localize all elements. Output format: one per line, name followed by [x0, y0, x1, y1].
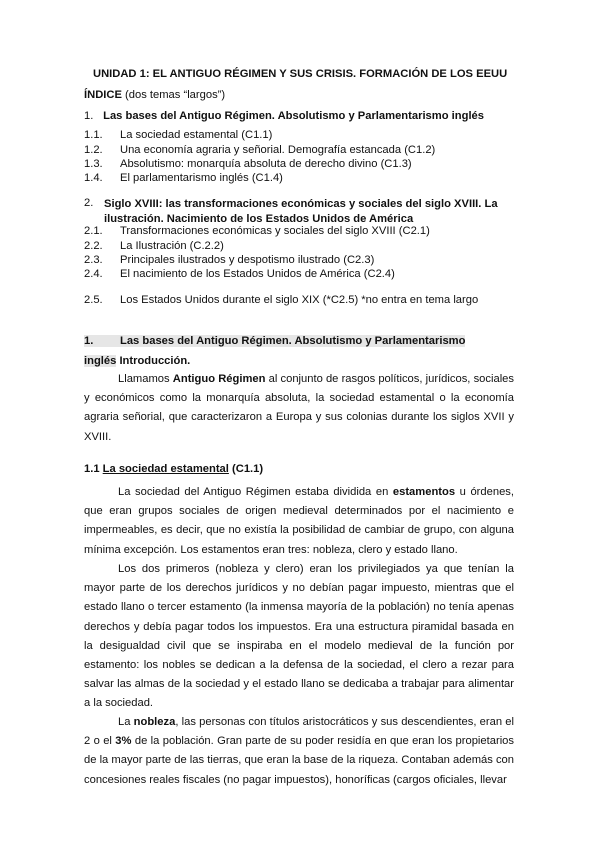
- index-heading: [84, 89, 225, 101]
- toc-item: [84, 294, 478, 306]
- toc-item-num: 1.3.: [84, 158, 103, 170]
- toc-item-text: Una economía agraria y señorial. Demografía estancada (C1.2): [120, 144, 436, 156]
- index-label: ÍNDICE: [84, 89, 122, 101]
- toc-section-2-num: 2.: [84, 197, 94, 209]
- unit-title: UNIDAD 1: EL ANTIGUO RÉGIMEN Y SUS CRISIS. FORMACIÓN DE LOS EEUU: [93, 68, 508, 80]
- bold-term: Antiguo Régimen: [172, 373, 266, 385]
- subsection-title: La sociedad estamental: [102, 463, 229, 475]
- toc-item-num: 2.2.: [84, 240, 103, 252]
- paragraph: Los dos primeros (nobleza y clero) eran los privilegiados ya que tenían la mayor parte de los derechos jurídicos y no debían pagar impuesto, mientras que el estado llano o tercer estamento (la inmensa mayoría de la población) no tenía apenas derechos y debía pagar todos los impuestos. Era una estructura piramidal basada en la desigualdad civil que se inspiraba en el modelo medieval de la función por estamento: los nobles se dedican a la defensa de la sociedad, el clero a rezar para salvar las almas de la sociedad y el estado llano se dedicaba a trabajar para alimentar a la sociedad.: [84, 563, 514, 710]
- text-run: , las personas con títulos aristocráticos y sus descendientes, eran el 2 o el: [84, 716, 514, 748]
- section-heading-num: 1.: [84, 335, 94, 347]
- toc-item-text: El nacimiento de los Estados Unidos de América (C2.4): [120, 268, 395, 280]
- toc-item: [84, 240, 224, 252]
- bold-term: 3%: [115, 735, 132, 748]
- section-heading-title-cont: inglés: [84, 355, 117, 367]
- intro-paragraph: [84, 370, 514, 447]
- toc-item: [84, 268, 395, 280]
- index-note: (dos temas “largos”): [125, 89, 226, 101]
- bold-term: nobleza: [133, 716, 176, 728]
- toc-item-num: 2.1.: [84, 225, 103, 237]
- text-run: de la población. Gran parte de su poder residía en que eran los propietarios de la mayor parte de las tierras, que eran la base de la riqueza. Contaban además con concesiones reales fiscales (no pagar impuestos), honoríficas (cargos oficiales, llevar: [84, 735, 514, 786]
- subsection-num: 1.1: [84, 463, 100, 475]
- text-run: Llamamos: [118, 373, 173, 385]
- toc-item-text: La sociedad estamental (C1.1): [120, 129, 273, 141]
- toc-item-num: 2.3.: [84, 254, 103, 266]
- toc-item: [84, 129, 272, 141]
- toc-item: [84, 144, 435, 156]
- toc-item-text: La Ilustración (C.2.2): [120, 240, 224, 252]
- toc-item-text: Transformaciones económicas y sociales del siglo XVIII (C2.1): [120, 225, 430, 237]
- toc-item-num: 2.4.: [84, 268, 103, 280]
- bold-term: estamentos: [392, 486, 456, 498]
- toc-section-2: [84, 197, 524, 227]
- paragraph: [84, 483, 514, 560]
- toc-item-text: Los Estados Unidos durante el siglo XIX (*C2.5) *no entra en tema largo: [120, 294, 479, 306]
- subsection-code: (C1.1): [232, 463, 264, 475]
- text-run: u órdenes, que eran grupos sociales de origen medieval determinados por el nacimiento e impermeables, es decir, que no existía la posibilidad de cambiar de grupo, con alguna mínima excepción. Los estamentos eran tres: nobleza, clero y estado llano.: [84, 486, 515, 556]
- toc-item-num: 1.2.: [84, 144, 103, 156]
- paragraph: [84, 713, 514, 790]
- text-run: La sociedad del Antiguo Régimen estaba dividida en: [118, 486, 393, 498]
- toc-section-1: [84, 110, 484, 122]
- toc-section-2-title: Siglo XVIII: las transformaciones económicas y sociales del siglo XVIII. La ilustración. Nacimiento de los Estados Unidos de América: [104, 198, 498, 225]
- toc-item-num: 1.4.: [84, 172, 103, 184]
- intro-label: Introducción.: [119, 355, 191, 367]
- section-heading: [84, 331, 524, 371]
- section-heading-title: Las bases del Antiguo Régimen. Absolutismo y Parlamentarismo: [120, 335, 466, 347]
- section-heading-highlight: [84, 335, 465, 347]
- text-run: La: [118, 716, 134, 728]
- subsection-heading: [84, 463, 263, 475]
- toc-item-text: El parlamentarismo inglés (C1.4): [120, 172, 283, 184]
- toc-item: [84, 172, 283, 184]
- toc-item: [84, 254, 374, 266]
- toc-item-text: Absolutismo: monarquía absoluta de derecho divino (C1.3): [120, 158, 412, 170]
- toc-item-num: 2.5.: [84, 294, 103, 306]
- toc-section-1-num: 1.: [84, 110, 94, 122]
- toc-item: [84, 158, 412, 170]
- toc-item-num: 1.1.: [84, 129, 103, 141]
- toc-section-1-title: Las bases del Antiguo Régimen. Absolutismo y Parlamentarismo inglés: [103, 110, 484, 122]
- text-run: al conjunto de rasgos políticos, jurídicos, sociales y económicos como la monarquía absoluta, la sociedad estamental o la economía agraria señorial, que caracterizaron a Europa y sus colonias durante los siglos XVII y XVIII.: [84, 373, 514, 443]
- toc-item-text: Principales ilustrados y despotismo ilustrado (C2.3): [120, 254, 375, 266]
- toc-item: [84, 225, 430, 237]
